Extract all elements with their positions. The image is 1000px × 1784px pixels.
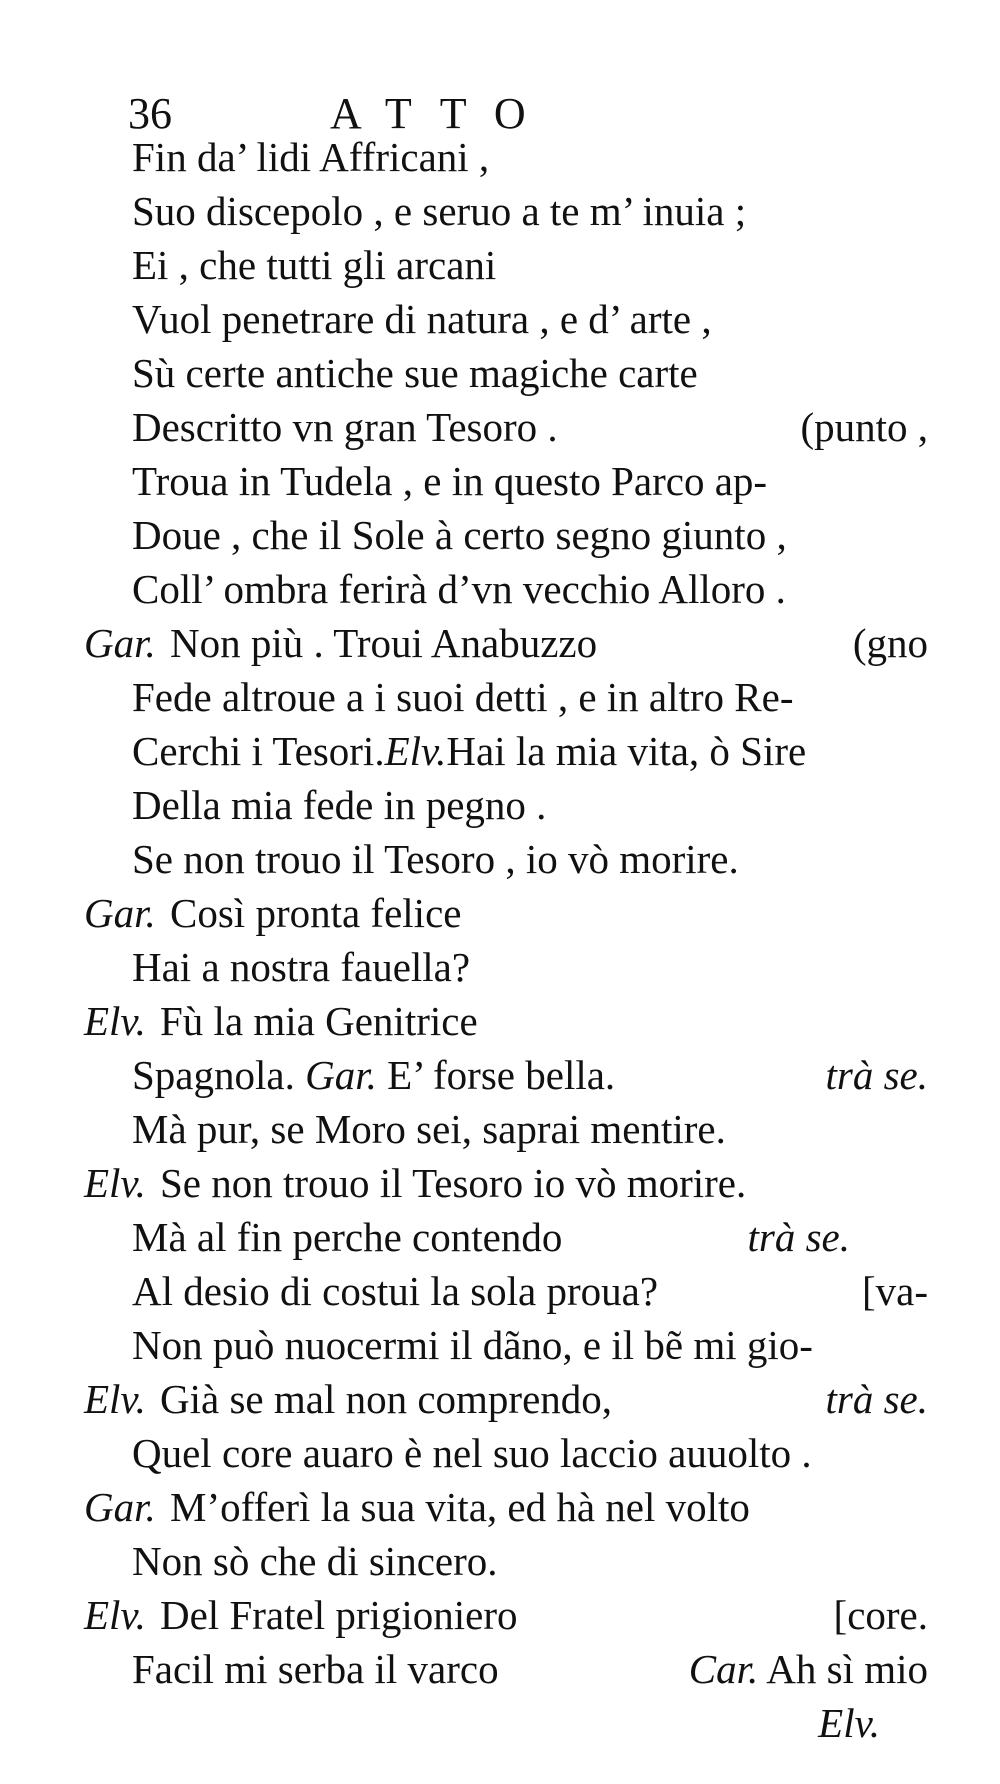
running-title: ATTO	[330, 89, 554, 138]
verse-text: Del Fratel prigioniero	[160, 1592, 518, 1638]
verse-line	[0, 184, 1000, 238]
verse-line	[0, 400, 1000, 454]
verse-line	[0, 1048, 1000, 1102]
verse-text: Così pronta felice	[170, 890, 462, 936]
verse-text: Al desio di costui la sola proua?	[132, 1268, 659, 1314]
verse-line	[0, 994, 1000, 1048]
verse-line	[0, 724, 1000, 778]
verse-text-part: Hai la mia vita, ò Sire	[446, 728, 807, 774]
verse-line	[0, 1102, 1000, 1156]
speaker-label: Gar.	[84, 890, 156, 936]
verse-text	[132, 1048, 615, 1102]
verse-text: Facil mi serba il varco	[132, 1646, 499, 1692]
verse-text: Troua in Tudela , e in questo Parco ap-	[132, 458, 768, 504]
verse-text: Se non trouo il Tesoro , io vò morire.	[132, 836, 739, 882]
verse-line	[0, 454, 1000, 508]
verse-text-part: Cerchi i Tesori.	[132, 728, 385, 774]
verse-text: Sù certe antiche sue magiche carte	[132, 350, 698, 396]
stage-direction: trà se.	[825, 1376, 928, 1422]
verse-text: Fin da’ lidi Affricani ,	[132, 134, 490, 180]
verse-line	[0, 1480, 1000, 1534]
verse-text: Suo discepolo , e seruo a te m’ inuia ;	[132, 188, 747, 234]
verse-text: Coll’ ombra ferirà d’vn vecchio Alloro .	[132, 566, 786, 612]
verse-line	[0, 886, 1000, 940]
verse-text: Ei , che tutti gli arcani	[132, 242, 497, 288]
verse-line	[0, 346, 1000, 400]
verse-line	[0, 130, 1000, 184]
verse-line	[0, 1426, 1000, 1480]
speaker-label: Gar.	[84, 620, 156, 666]
verse-text: Non sò che di sincero.	[132, 1538, 498, 1584]
verse-text: Già se mal non comprendo,	[160, 1376, 613, 1422]
verse-text-part: Spagnola.	[132, 1052, 295, 1098]
verse-text: Vuol penetrare di natura , e d’ arte ,	[132, 296, 712, 342]
turnover-text: [va-	[861, 1268, 928, 1314]
verse-line	[0, 1264, 1000, 1318]
speaker-label: Elv.	[84, 1160, 146, 1206]
verse-text-part: E’ forse bella.	[387, 1052, 616, 1098]
verse-text: Mà pur, se Moro sei, saprai mentire.	[132, 1106, 726, 1152]
speaker-label: Elv.	[84, 1592, 146, 1638]
verse-text-part: Ah sì mio	[766, 1646, 928, 1692]
page-number: 36	[128, 89, 172, 138]
speaker-label: Elv.	[84, 998, 146, 1044]
verse-text: Non può nuocermi il dãno, e il bẽ mi gio-	[132, 1322, 813, 1368]
verse-line	[0, 1372, 1000, 1426]
verse-line	[0, 778, 1000, 832]
verse-line	[0, 1156, 1000, 1210]
verse-line	[0, 1534, 1000, 1588]
verse-text: Fù la mia Genitrice	[160, 998, 478, 1044]
verse-line	[0, 616, 1000, 670]
verse-line	[0, 1210, 1000, 1264]
speaker-label: Elv.	[84, 1376, 146, 1422]
stage-direction: trà se.	[747, 1214, 850, 1260]
verse-text: Hai a nostra fauella?	[132, 944, 471, 990]
verse-line	[0, 670, 1000, 724]
verse-text: M’offerì la sua vita, ed hà nel volto	[170, 1484, 750, 1530]
verse-text	[132, 724, 806, 778]
catchword: Elv.	[818, 1700, 880, 1746]
verse-text: Doue , che il Sole à certo segno giunto ,	[132, 512, 787, 558]
catchword-line	[0, 1696, 1000, 1750]
speaker-label: Gar.	[84, 1484, 156, 1530]
verse-line	[0, 292, 1000, 346]
verse-line	[0, 1642, 1000, 1696]
turnover-text: (punto ,	[800, 404, 928, 450]
verse-line	[0, 832, 1000, 886]
stage-direction: trà se.	[825, 1052, 928, 1098]
verse-line	[0, 940, 1000, 994]
speaker-label: Car.	[688, 1646, 759, 1692]
turnover-text: [core.	[833, 1592, 928, 1638]
verse-line	[0, 562, 1000, 616]
verse-text: Fede altroue a i suoi detti , e in altro Re-	[132, 674, 794, 720]
verse-text: Non più . Troui Anabuzzo	[170, 620, 598, 666]
verse-line	[0, 508, 1000, 562]
verse-text: Se non trouo il Tesoro io vò morire.	[160, 1160, 747, 1206]
verse-line	[0, 1318, 1000, 1372]
verse-line	[0, 238, 1000, 292]
turnover-text	[689, 1642, 928, 1696]
verse-text: Mà al fin perche contendo	[132, 1214, 563, 1260]
verse-text: Della mia fede in pegno .	[132, 782, 547, 828]
speaker-label: Gar.	[305, 1052, 377, 1098]
verse-line	[0, 1588, 1000, 1642]
verse-text: Descritto vn gran Tesoro .	[132, 404, 558, 450]
verse-text: Quel core auaro è nel suo laccio auuolto .	[132, 1430, 812, 1476]
speaker-label: Elv.	[384, 728, 447, 774]
turnover-text: (gno	[852, 620, 928, 666]
